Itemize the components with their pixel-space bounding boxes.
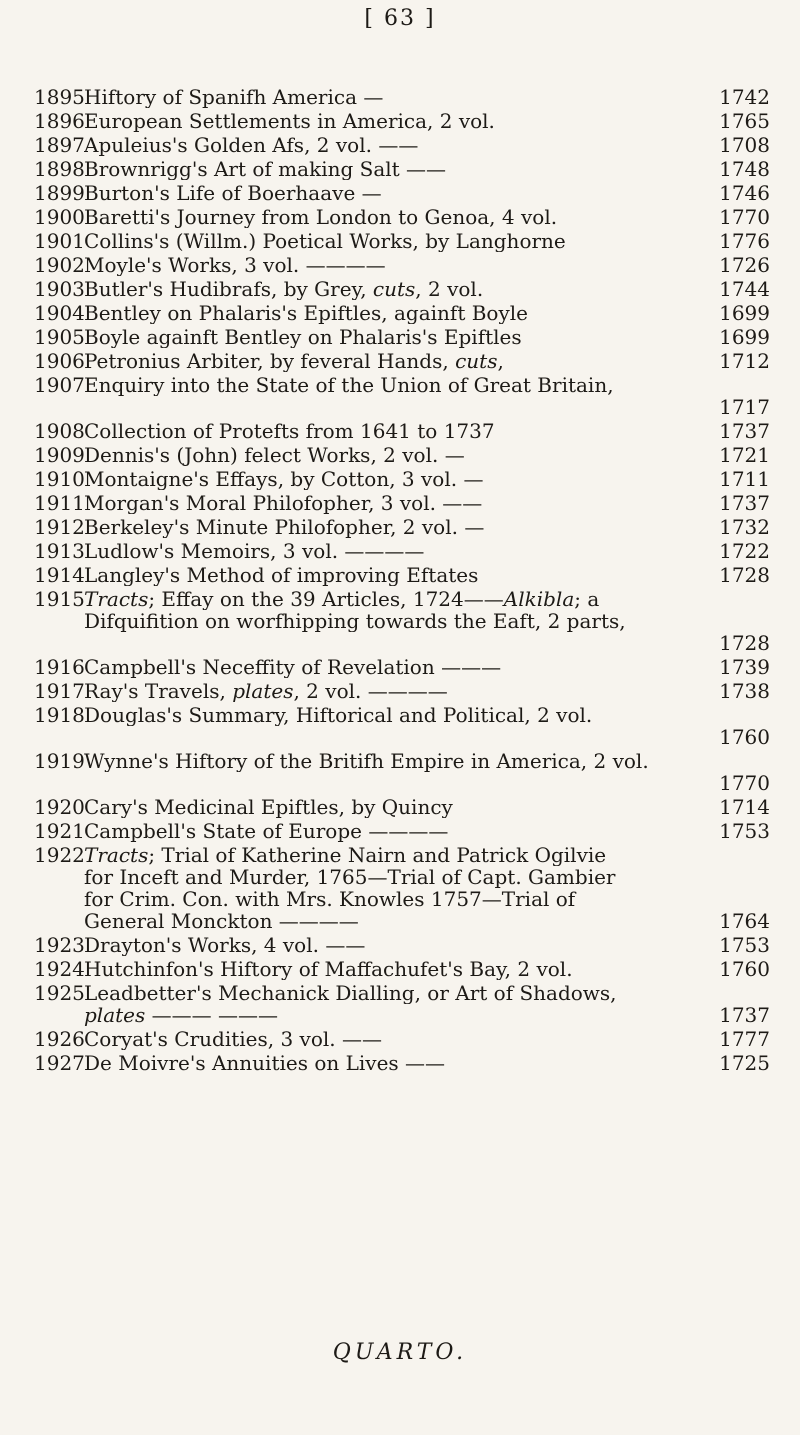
entry-number: 1913 xyxy=(34,539,85,563)
catalogue-entry xyxy=(34,134,770,156)
catalogue-entry xyxy=(34,206,770,228)
entry-number: 1919 xyxy=(34,749,85,773)
catalogue-entry xyxy=(34,516,770,538)
entry-year: 1728 xyxy=(719,631,770,655)
entry-number: 1905 xyxy=(34,325,85,349)
entry-year: 1708 xyxy=(719,133,770,157)
catalogue-entry xyxy=(34,704,770,748)
catalogue-entry xyxy=(34,302,770,324)
entry-number: 1895 xyxy=(34,85,85,109)
catalogue-entry xyxy=(34,86,770,108)
catalogue-entry xyxy=(34,1028,770,1050)
entry-number: 1909 xyxy=(34,443,85,467)
entry-year: 1753 xyxy=(719,819,770,843)
catalogue-list xyxy=(34,86,770,1074)
catalogue-entry xyxy=(34,182,770,204)
catalogue-entry xyxy=(34,254,770,276)
entry-year: 1776 xyxy=(719,229,770,253)
entry-number: 1923 xyxy=(34,933,85,957)
catalogue-entry xyxy=(34,374,770,418)
entry-year: 1753 xyxy=(719,933,770,957)
entry-title: Langley's Method of improving Eftates xyxy=(84,564,479,586)
page-number: [ 63 ] xyxy=(364,6,436,31)
entry-year: 1699 xyxy=(719,325,770,349)
entry-year: 1760 xyxy=(719,957,770,981)
entry-number: 1912 xyxy=(34,515,85,539)
entry-number: 1896 xyxy=(34,109,85,133)
entry-title: Ray's Travels, plates, 2 vol. ———— xyxy=(84,680,448,702)
entry-number: 1903 xyxy=(34,277,85,301)
catalogue-entry xyxy=(34,468,770,490)
entry-number: 1910 xyxy=(34,467,85,491)
entry-year: 1725 xyxy=(719,1051,770,1075)
catalogue-entry xyxy=(34,350,770,372)
entry-number: 1926 xyxy=(34,1027,85,1051)
entry-year: 1737 xyxy=(719,491,770,515)
entry-number: 1908 xyxy=(34,419,85,443)
entry-title: Apuleius's Golden Afs, 2 vol. —— xyxy=(84,134,419,156)
entry-year: 1765 xyxy=(719,109,770,133)
entry-number: 1917 xyxy=(34,679,85,703)
entry-year: 1742 xyxy=(719,85,770,109)
entry-title: Berkeley's Minute Philofopher, 2 vol. — xyxy=(84,516,485,538)
catalogue-entry xyxy=(34,656,770,678)
entry-number: 1922 xyxy=(34,843,85,867)
entry-title: Montaigne's Effays, by Cotton, 3 vol. — xyxy=(84,468,484,490)
entry-number: 1904 xyxy=(34,301,85,325)
entry-year: 1699 xyxy=(719,301,770,325)
entry-number: 1924 xyxy=(34,957,85,981)
entry-number: 1902 xyxy=(34,253,85,277)
catalogue-entry xyxy=(34,958,770,980)
entry-title: Cary's Medicinal Epiftles, by Quincy xyxy=(84,796,453,818)
catalogue-entry xyxy=(34,420,770,442)
entry-year: 1777 xyxy=(719,1027,770,1051)
entry-year: 1732 xyxy=(719,515,770,539)
entry-title: Collection of Protefts from 1641 to 1737 xyxy=(84,420,495,442)
entry-year: 1744 xyxy=(719,277,770,301)
entry-year: 1746 xyxy=(719,181,770,205)
entry-number: 1906 xyxy=(34,349,85,373)
catalogue-entry xyxy=(34,230,770,252)
entry-title: Difquifition on worfhipping towards the Eaft, 2 parts, xyxy=(84,610,626,632)
entry-number: 1918 xyxy=(34,703,85,727)
entry-number: 1921 xyxy=(34,819,85,843)
entry-number: 1899 xyxy=(34,181,85,205)
entry-title: Burton's Life of Boerhaave — xyxy=(84,182,382,204)
catalogue-entry xyxy=(34,326,770,348)
entry-year: 1770 xyxy=(719,205,770,229)
entry-year: 1714 xyxy=(719,795,770,819)
catalogue-entry xyxy=(34,820,770,842)
entry-title: Campbell's Neceffity of Revelation ——— xyxy=(84,656,502,678)
catalogue-entry xyxy=(34,588,770,654)
entry-number: 1900 xyxy=(34,205,85,229)
catalogue-entry xyxy=(34,796,770,818)
entry-title: Ludlow's Memoirs, 3 vol. ———— xyxy=(84,540,425,562)
entry-title: Campbell's State of Europe ———— xyxy=(84,820,449,842)
entry-title: Leadbetter's Mechanick Dialling, or Art of Shadows, xyxy=(84,982,617,1004)
entry-year: 1764 xyxy=(719,909,770,933)
entry-title: for Inceft and Murder, 1765—Trial of Capt. Gambier xyxy=(84,866,616,888)
entry-number: 1897 xyxy=(34,133,85,157)
entry-year: 1722 xyxy=(719,539,770,563)
entry-title: Butler's Hudibrafs, by Grey, cuts, 2 vol. xyxy=(84,278,484,300)
entry-year: 1737 xyxy=(719,1003,770,1027)
entry-year: 1721 xyxy=(719,443,770,467)
entry-title: plates ——— ——— xyxy=(84,1004,278,1026)
entry-title: Moyle's Works, 3 vol. ———— xyxy=(84,254,386,276)
entry-title: Dennis's (John) felect Works, 2 vol. — xyxy=(84,444,465,466)
entry-title: Boyle againft Bentley on Phalaris's Epiftles xyxy=(84,326,522,348)
entry-year: 1711 xyxy=(719,467,770,491)
entry-title: Baretti's Journey from London to Genoa, 4 vol. xyxy=(84,206,558,228)
entry-number: 1915 xyxy=(34,587,85,611)
entry-year: 1737 xyxy=(719,419,770,443)
entry-number: 1901 xyxy=(34,229,85,253)
entry-title: Coryat's Crudities, 3 vol. —— xyxy=(84,1028,383,1050)
catalogue-entry xyxy=(34,750,770,794)
catalogue-entry xyxy=(34,934,770,956)
entry-year: 1770 xyxy=(719,771,770,795)
entry-number: 1907 xyxy=(34,373,85,397)
entry-year: 1760 xyxy=(719,725,770,749)
entry-year: 1728 xyxy=(719,563,770,587)
entry-title: European Settlements in America, 2 vol. xyxy=(84,110,495,132)
catalogue-entry xyxy=(34,540,770,562)
entry-title: Wynne's Hiftory of the Britifh Empire in America, 2 vol. xyxy=(84,750,649,772)
catalogue-entry xyxy=(34,444,770,466)
entry-title: Collins's (Willm.) Poetical Works, by Langhorne xyxy=(84,230,566,252)
entry-year: 1738 xyxy=(719,679,770,703)
entry-number: 1925 xyxy=(34,981,85,1005)
entry-title: De Moivre's Annuities on Lives —— xyxy=(84,1052,446,1074)
entry-year: 1748 xyxy=(719,157,770,181)
catalogue-entry xyxy=(34,158,770,180)
entry-number: 1920 xyxy=(34,795,85,819)
catalogue-entry xyxy=(34,110,770,132)
entry-number: 1927 xyxy=(34,1051,85,1075)
entry-title: Hutchinfon's Hiftory of Maffachufet's Bay, 2 vol. xyxy=(84,958,573,980)
entry-year: 1717 xyxy=(719,395,770,419)
catalogue-entry xyxy=(34,1052,770,1074)
catalogue-entry xyxy=(34,278,770,300)
entry-year: 1739 xyxy=(719,655,770,679)
catalogue-entry xyxy=(34,492,770,514)
entry-title: Petronius Arbiter, by feveral Hands, cuts, xyxy=(84,350,504,372)
entry-title: Drayton's Works, 4 vol. —— xyxy=(84,934,366,956)
entry-title: Brownrigg's Art of making Salt —— xyxy=(84,158,447,180)
entry-title: Tracts; Trial of Katherine Nairn and Patrick Ogilvie xyxy=(84,844,607,866)
entry-title: Douglas's Summary, Hiftorical and Political, 2 vol. xyxy=(84,704,593,726)
entry-number: 1911 xyxy=(34,491,85,515)
catalogue-entry xyxy=(34,564,770,586)
catalogue-entry xyxy=(34,844,770,932)
entry-year: 1726 xyxy=(719,253,770,277)
entry-title: General Monckton ———— xyxy=(84,910,359,932)
entry-title: Enquiry into the State of the Union of Great Britain, xyxy=(84,374,614,396)
catalogue-entry xyxy=(34,982,770,1026)
entry-title: Hiftory of Spanifh America — xyxy=(84,86,384,108)
entry-number: 1914 xyxy=(34,563,85,587)
entry-year: 1712 xyxy=(719,349,770,373)
catalogue-entry xyxy=(34,680,770,702)
entry-title: Tracts; Effay on the 39 Articles, 1724——Alkibla; a xyxy=(84,588,600,610)
entry-title: Morgan's Moral Philofopher, 3 vol. —— xyxy=(84,492,483,514)
entry-number: 1898 xyxy=(34,157,85,181)
entry-title: for Crim. Con. with Mrs. Knowles 1757—Trial of xyxy=(84,888,576,910)
section-catchword: QUARTO. xyxy=(332,1340,468,1365)
entry-number: 1916 xyxy=(34,655,85,679)
entry-title: Bentley on Phalaris's Epiftles, againft Boyle xyxy=(84,302,528,324)
